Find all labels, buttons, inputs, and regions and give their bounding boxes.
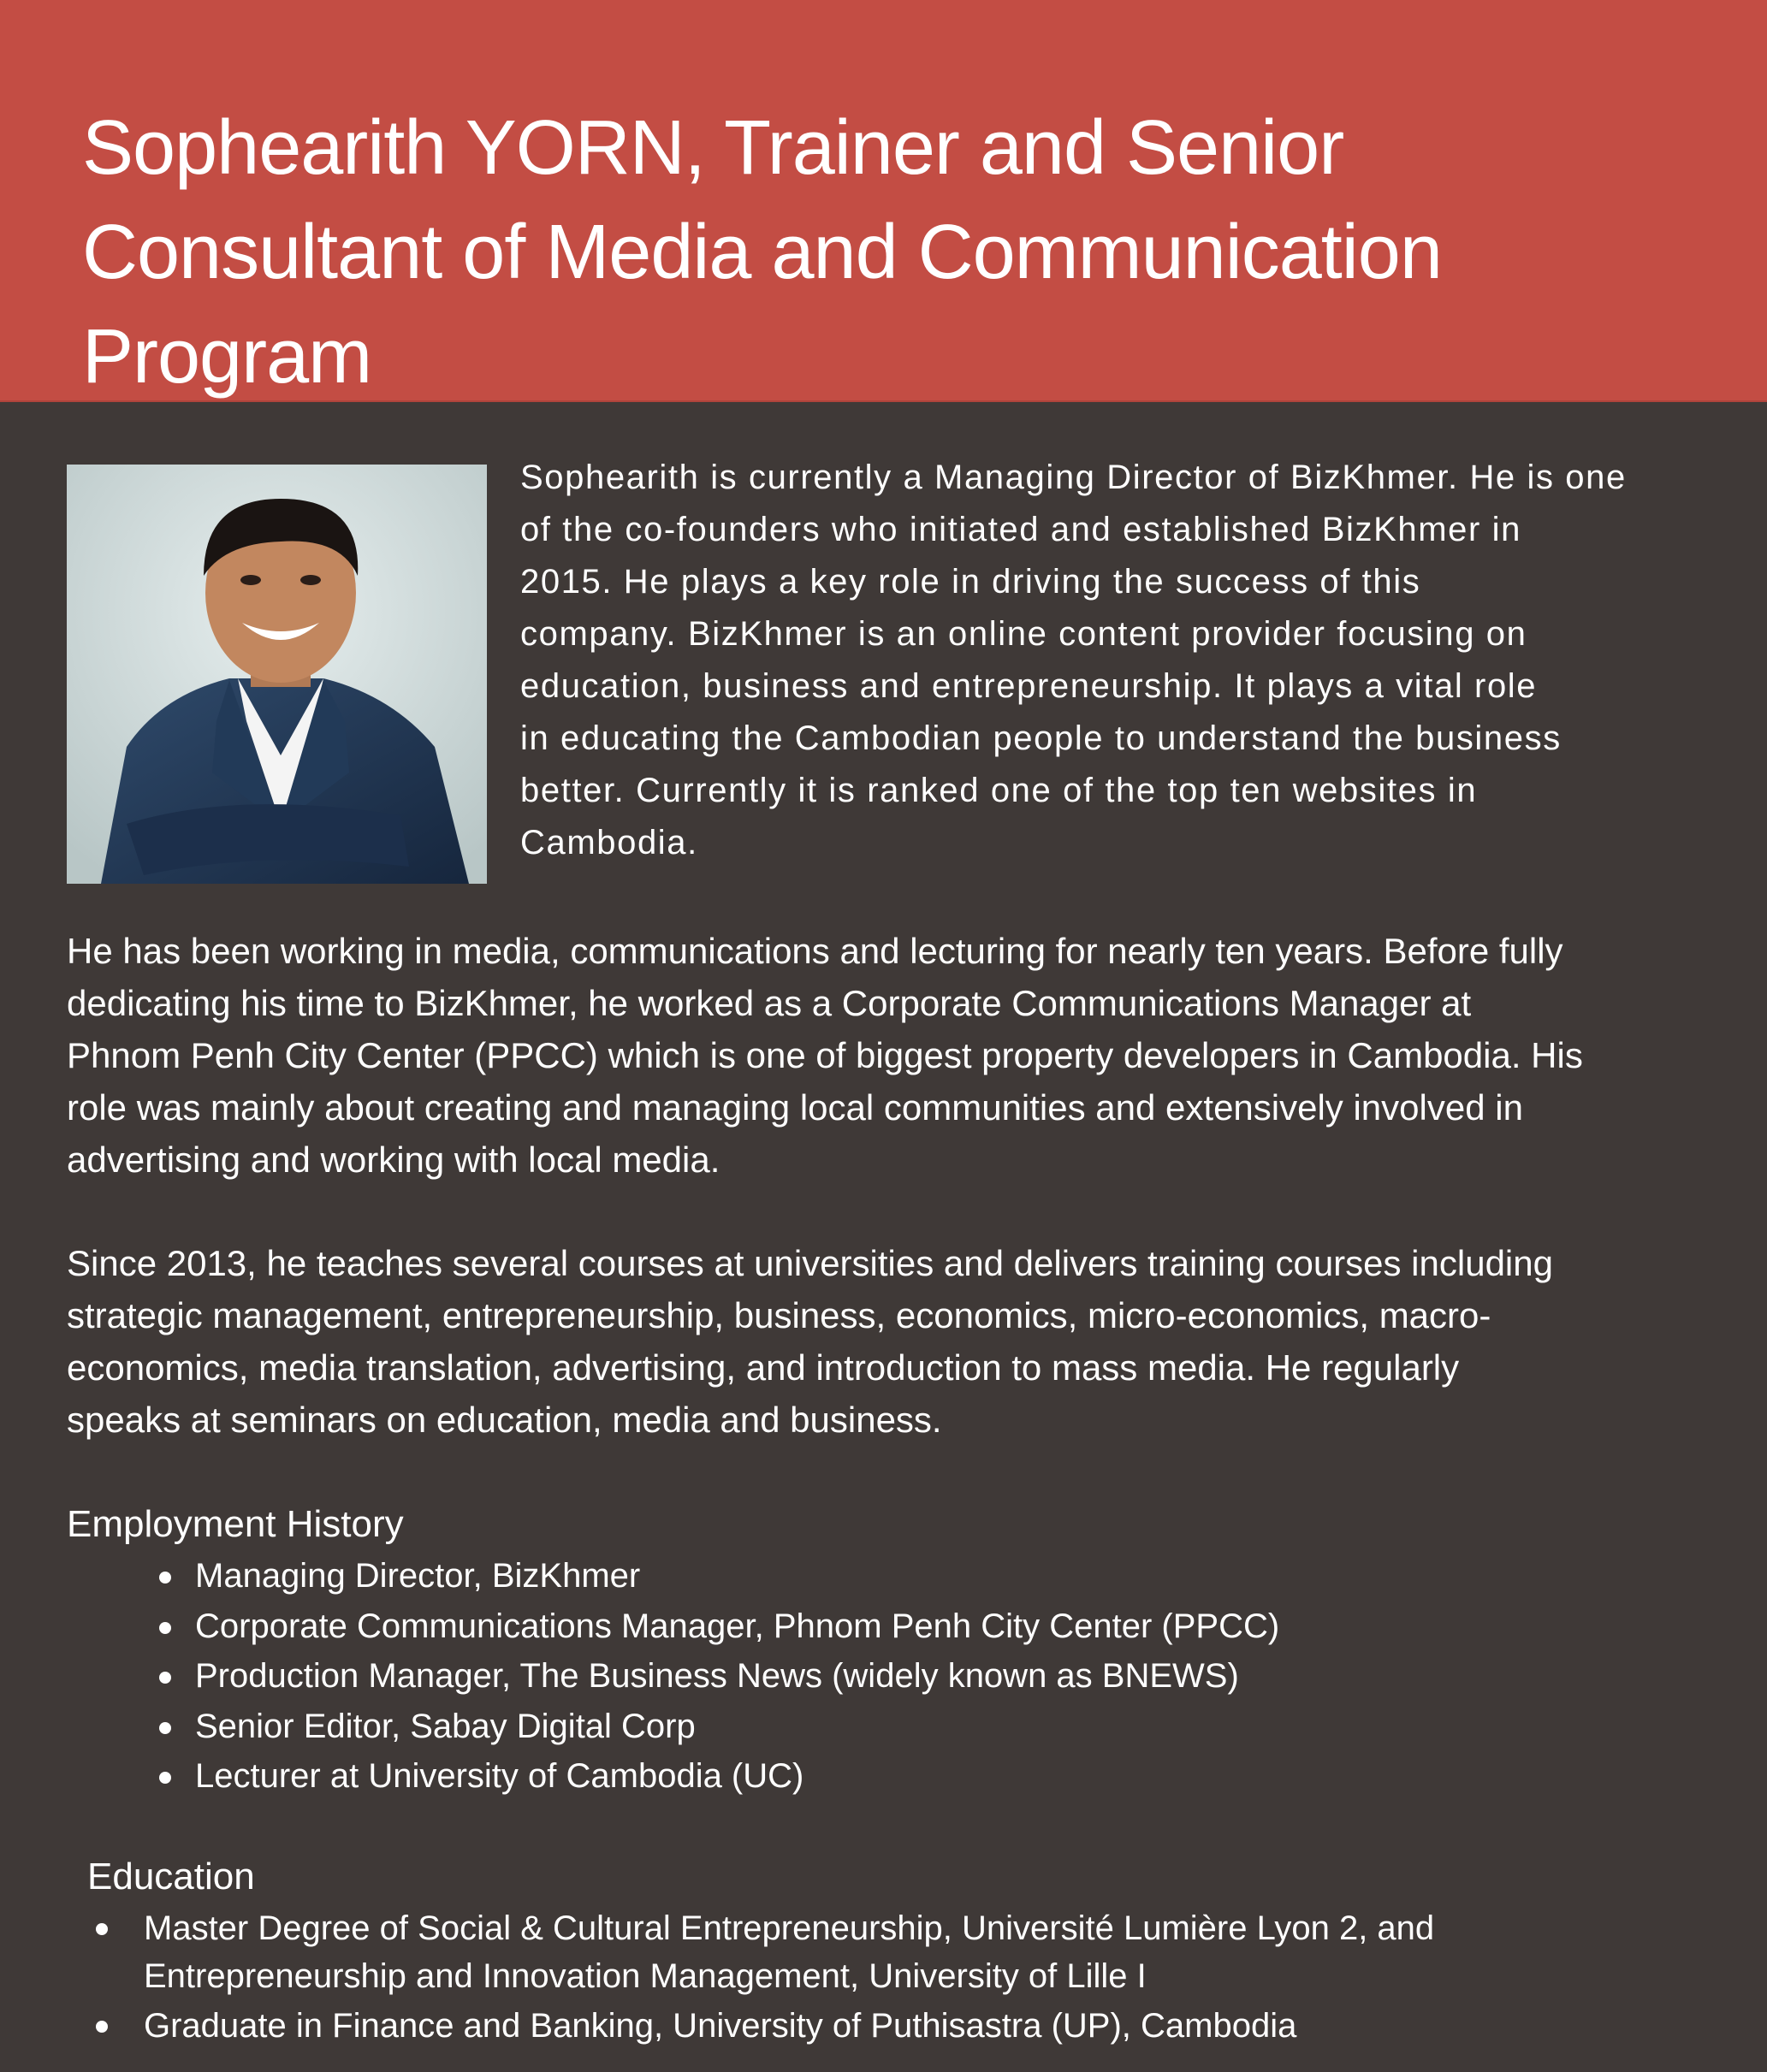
education-line: Graduate in Finance and Banking, University of Puthisastra (UP), Cambodia: [144, 2007, 1297, 2045]
intro-line: Cambodia.: [520, 824, 698, 861]
employment-history-heading: Employment History: [67, 1503, 404, 1545]
title-line: Sophearith YORN, Trainer and Senior: [82, 105, 1344, 191]
intro-line: Sophearith is currently a Managing Director of BizKhmer. He is one: [520, 459, 1627, 496]
paragraph-line: speaks at seminars on education, media and business.: [67, 1400, 942, 1440]
paragraph-line: Since 2013, he teaches several courses at universities and delivers training courses including: [67, 1243, 1553, 1283]
paragraph-line: strategic management, entrepreneurship, business, economics, micro-economics, macro-: [67, 1295, 1491, 1335]
intro-line: in educating the Cambodian people to understand the business: [520, 719, 1562, 757]
title-line: Program: [82, 314, 372, 400]
profile-photo: [67, 465, 487, 884]
paragraph-line: advertising and working with local media.: [67, 1140, 720, 1180]
education-item: [144, 1904, 1718, 2000]
intro-paragraph: [520, 452, 1718, 869]
employment-list: [195, 1551, 1650, 1802]
paragraph-line: economics, media translation, advertising, and introduction to mass media. He regularly: [67, 1347, 1460, 1388]
header-banner: [0, 0, 1767, 402]
employment-item: Corporate Communications Manager, Phnom Penh City Center (PPCC): [195, 1601, 1650, 1652]
intro-line: of the co-founders who initiated and established BizKhmer in: [520, 511, 1521, 548]
title-line: Consultant of Media and Communication: [82, 210, 1442, 295]
teaching-paragraph: [67, 1237, 1710, 1446]
paragraph-line: Phnom Penh City Center (PPCC) which is one of biggest property developers in Cambodia. His: [67, 1035, 1583, 1075]
intro-line: 2015. He plays a key role in driving the success of this: [520, 563, 1421, 601]
paragraph-line: role was mainly about creating and managing local communities and extensively involved in: [67, 1087, 1523, 1128]
employment-item: Managing Director, BizKhmer: [195, 1551, 1650, 1601]
employment-item: Production Manager, The Business News (widely known as BNEWS): [195, 1651, 1650, 1702]
paragraph-line: dedicating his time to BizKhmer, he worked as a Corporate Communications Manager at: [67, 983, 1472, 1023]
career-paragraph: [67, 925, 1710, 1186]
intro-line: company. BizKhmer is an online content provider focusing on: [520, 615, 1527, 653]
paragraph-line: He has been working in media, communications and lecturing for nearly ten years. Before fully: [67, 931, 1563, 971]
employment-item: Senior Editor, Sabay Digital Corp: [195, 1702, 1650, 1752]
intro-line: education, business and entrepreneurship. It plays a vital role: [520, 667, 1538, 705]
education-list: [144, 1904, 1718, 2051]
page-title: [82, 96, 1622, 409]
education-item: [144, 2002, 1718, 2050]
education-heading: Education: [87, 1856, 255, 1897]
portrait-image: [67, 465, 487, 884]
education-line: Master Degree of Social & Cultural Entrepreneurship, Université Lumière Lyon 2, and: [144, 1909, 1435, 1947]
employment-item: Lecturer at University of Cambodia (UC): [195, 1751, 1650, 1802]
education-line: Entrepreneurship and Innovation Management, University of Lille I: [144, 1957, 1147, 1995]
intro-line: better. Currently it is ranked one of the top ten websites in: [520, 772, 1478, 809]
